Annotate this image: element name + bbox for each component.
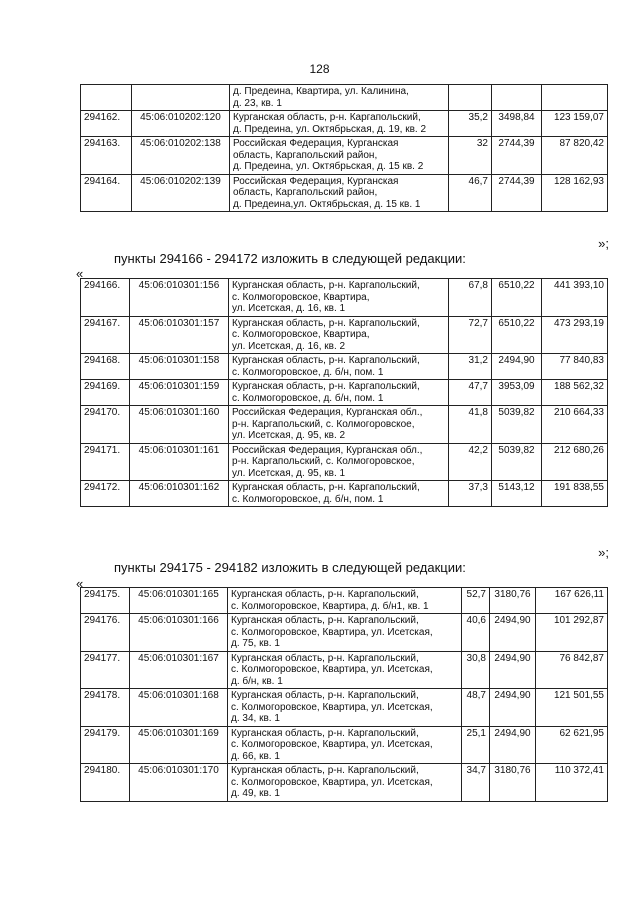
cadastral-value-cell: 191 838,55 [542,481,608,507]
area-cell: 52,7 [462,588,490,614]
table-row [81,764,608,802]
table-row [81,137,608,175]
address-cell [228,764,462,802]
address-line: Курганская область, р-н. Каргапольский, [232,381,420,392]
table-row [81,316,608,354]
cadastral-value-cell: 76 842,87 [536,651,608,689]
address-line: Курганская область, р-н. Каргапольский, [232,482,420,493]
address-line: Курганская область, р-н. Каргапольский, [232,355,420,366]
address-line: Курганская область, р-н. Каргапольский, [231,615,419,626]
unit-value-cell: 2744,39 [492,174,542,212]
address-cell [229,443,449,481]
page-number: 128 [309,62,330,76]
address-cell [230,111,449,137]
area-cell: 32 [449,137,492,175]
cadastral-value-cell: 188 562,32 [542,380,608,406]
closing-quote-1: »; [598,236,609,251]
property-table-1 [80,84,608,212]
address-cell [228,651,462,689]
area-cell: 35,2 [449,111,492,137]
area-cell: 37,3 [449,481,492,507]
address-line: с. Колмогоровское, д. б/н, пом. 1 [232,493,384,505]
address-cell [228,588,462,614]
cadastral-number-cell [132,85,230,111]
cadastral-number-cell: 45:06:010301:160 [130,406,229,444]
address-line: д. б/н, кв. 1 [231,675,283,687]
address-line: Курганская область, р-н. Каргапольский, [232,317,420,329]
closing-quote-2: »; [598,545,609,560]
unit-value-cell: 2494,90 [490,689,536,727]
row-number-cell: 294180. [81,764,130,802]
cadastral-number-cell: 45:06:010301:157 [130,316,229,354]
cadastral-value-cell: 210 664,33 [542,406,608,444]
address-line: д. Предеина, Квартира, ул. Калинина, [233,86,409,97]
cadastral-value-cell: 101 292,87 [536,614,608,652]
cadastral-number-cell: 45:06:010301:162 [130,481,229,507]
table-row [81,588,608,614]
cadastral-number-cell: 45:06:010202:138 [132,137,230,175]
address-cell [229,316,449,354]
area-cell: 25,1 [462,726,490,764]
unit-value-cell: 2494,90 [490,651,536,689]
cadastral-number-cell: 45:06:010301:166 [130,614,228,652]
table-row [81,111,608,137]
row-number-cell: 294167. [81,316,130,354]
cadastral-value-cell: 128 162,93 [542,174,608,212]
address-line: Курганская область, р-н. Каргапольский, [231,652,419,664]
address-line: с. Колмогоровское, Квартира, д. б/н1, кв. 1 [231,600,429,612]
address-cell [229,406,449,444]
address-line: Российская Федерация, Курганская [233,138,399,149]
row-number-cell: 294171. [81,443,130,481]
cadastral-number-cell: 45:06:010301:168 [130,689,228,727]
address-line: область, Каргапольский район, [233,149,378,161]
unit-value-cell: 6510,22 [492,316,542,354]
row-number-cell: 294168. [81,354,130,380]
table-row [81,481,608,507]
cadastral-number-cell: 45:06:010202:139 [132,174,230,212]
address-line: Курганская область, р-н. Каргапольский, [233,112,421,123]
address-cell [228,614,462,652]
area-cell: 48,7 [462,689,490,727]
address-line: ул. Исетская, д. 95, кв. 1 [232,467,346,479]
cadastral-value-cell: 167 626,11 [536,588,608,614]
section-heading-2: пункты 294175 - 294182 изложить в следующей редакции: [114,560,466,575]
table-row [81,443,608,481]
row-number-cell: 294177. [81,651,130,689]
table-row [81,726,608,764]
unit-value-cell: 5143,12 [492,481,542,507]
address-cell [229,481,449,507]
row-number-cell: 294170. [81,406,130,444]
property-table-2 [80,278,608,507]
table-row [81,651,608,689]
address-cell [230,85,449,111]
unit-value-cell: 3953,09 [492,380,542,406]
address-line: д. 66, кв. 1 [231,750,280,762]
cadastral-number-cell: 45:06:010301:165 [130,588,228,614]
table-row [81,614,608,652]
table-row [81,85,608,111]
unit-value-cell: 5039,82 [492,406,542,444]
address-line: Курганская область, р-н. Каргапольский, [232,280,420,291]
cadastral-number-cell: 45:06:010301:167 [130,651,228,689]
address-line: с. Колмогоровское, Квартира, ул. Исетская, [231,664,433,675]
address-line: д. 34, кв. 1 [231,713,280,724]
cadastral-value-cell: 123 159,07 [542,111,608,137]
area-cell: 34,7 [462,764,490,802]
cadastral-number-cell: 45:06:010202:120 [132,111,230,137]
cadastral-value-cell: 121 501,55 [536,689,608,727]
unit-value-cell: 2494,90 [492,354,542,380]
area-cell: 31,2 [449,354,492,380]
unit-value-cell: 3180,76 [490,764,536,802]
area-cell: 41,8 [449,406,492,444]
unit-value-cell: 5039,82 [492,443,542,481]
address-line: Российская Федерация, Курганская обл., [232,407,423,418]
cadastral-value-cell: 441 393,10 [542,279,608,317]
area-cell: 67,8 [449,279,492,317]
address-line: с. Колмогоровское, Квартира, ул. Исетская, [231,776,433,788]
address-line: Курганская область, р-н. Каргапольский, [231,690,419,701]
address-line: Российская Федерация, Курганская [233,175,399,187]
row-number-cell: 294166. [81,279,130,317]
address-cell [228,726,462,764]
address-line: д. 23, кв. 1 [233,97,282,109]
row-number-cell [81,85,132,111]
property-table-3 [80,587,608,802]
address-line: ул. Исетская, д. 16, кв. 2 [232,340,346,352]
cadastral-number-cell: 45:06:010301:170 [130,764,228,802]
address-line: Курганская область, р-н. Каргапольский, [231,589,419,600]
cadastral-value-cell [542,85,608,111]
row-number-cell: 294163. [81,137,132,175]
area-cell: 42,2 [449,443,492,481]
cadastral-value-cell: 87 820,42 [542,137,608,175]
unit-value-cell: 2744,39 [492,137,542,175]
row-number-cell: 294169. [81,380,130,406]
address-line: р-н. Каргапольский, с. Колмогоровское, [232,456,415,467]
unit-value-cell: 2494,90 [490,726,536,764]
address-cell [229,380,449,406]
table-row [81,354,608,380]
address-cell [230,174,449,212]
row-number-cell: 294175. [81,588,130,614]
row-number-cell: 294172. [81,481,130,507]
row-number-cell: 294179. [81,726,130,764]
table-row [81,380,608,406]
cadastral-value-cell: 62 621,95 [536,726,608,764]
address-line: с. Колмогоровское, Квартира, [232,291,370,303]
table-row [81,279,608,317]
area-cell: 40,6 [462,614,490,652]
address-line: с. Колмогоровское, Квартира, ул. Исетская, [231,626,433,638]
address-line: д. 75, кв. 1 [231,638,280,649]
cadastral-value-cell: 473 293,19 [542,316,608,354]
area-cell: 46,7 [449,174,492,212]
cadastral-value-cell: 77 840,83 [542,354,608,380]
address-line: с. Колмогоровское, Квартира, ул. Исетская, [231,739,433,750]
opening-quote-1: « [76,266,84,281]
cadastral-number-cell: 45:06:010301:158 [130,354,229,380]
address-cell [230,137,449,175]
row-number-cell: 294162. [81,111,132,137]
section-heading-1: пункты 294166 - 294172 изложить в следующей редакции: [114,251,466,266]
address-line: д. Предеина,ул. Октябрьская, д. 15 кв. 1 [233,198,421,210]
row-number-cell: 294164. [81,174,132,212]
cadastral-number-cell: 45:06:010301:169 [130,726,228,764]
row-number-cell: 294178. [81,689,130,727]
address-cell [228,689,462,727]
address-line: Курганская область, р-н. Каргапольский, [231,727,419,739]
cadastral-value-cell: 212 680,26 [542,443,608,481]
area-cell: 47,7 [449,380,492,406]
row-number-cell: 294176. [81,614,130,652]
area-cell [449,85,492,111]
address-line: ул. Исетская, д. 95, кв. 2 [232,430,346,441]
address-line: с. Колмогоровское, д. б/н, пом. 1 [232,366,384,378]
address-cell [229,354,449,380]
address-line: д. Предеина, ул. Октябрьская, д. 19, кв. 2 [233,123,427,135]
address-line: Курганская область, р-н. Каргапольский, [231,765,419,776]
cadastral-number-cell: 45:06:010301:156 [130,279,229,317]
area-cell: 72,7 [449,316,492,354]
address-line: д. 49, кв. 1 [231,788,280,799]
unit-value-cell: 3180,76 [490,588,536,614]
unit-value-cell: 6510,22 [492,279,542,317]
cadastral-number-cell: 45:06:010301:161 [130,443,229,481]
table-row [81,689,608,727]
address-line: с. Колмогоровское, д. б/н, пом. 1 [232,392,384,404]
address-line: область, Каргапольский район, [233,187,378,198]
address-cell [229,279,449,317]
unit-value-cell: 2494,90 [490,614,536,652]
unit-value-cell [492,85,542,111]
address-line: ул. Исетская, д. 16, кв. 1 [232,303,346,314]
address-line: Российская Федерация, Курганская обл., [232,444,423,456]
unit-value-cell: 3498,84 [492,111,542,137]
opening-quote-2: « [76,576,84,591]
address-line: д. Предеина, ул. Октябрьская, д. 15 кв. 2 [233,161,424,172]
address-line: с. Колмогоровское, Квартира, [232,329,370,340]
table-row [81,406,608,444]
table-row [81,174,608,212]
area-cell: 30,8 [462,651,490,689]
cadastral-value-cell: 110 372,41 [536,764,608,802]
address-line: с. Колмогоровское, Квартира, ул. Исетская, [231,701,433,713]
cadastral-number-cell: 45:06:010301:159 [130,380,229,406]
address-line: р-н. Каргапольский, с. Колмогоровское, [232,418,415,430]
